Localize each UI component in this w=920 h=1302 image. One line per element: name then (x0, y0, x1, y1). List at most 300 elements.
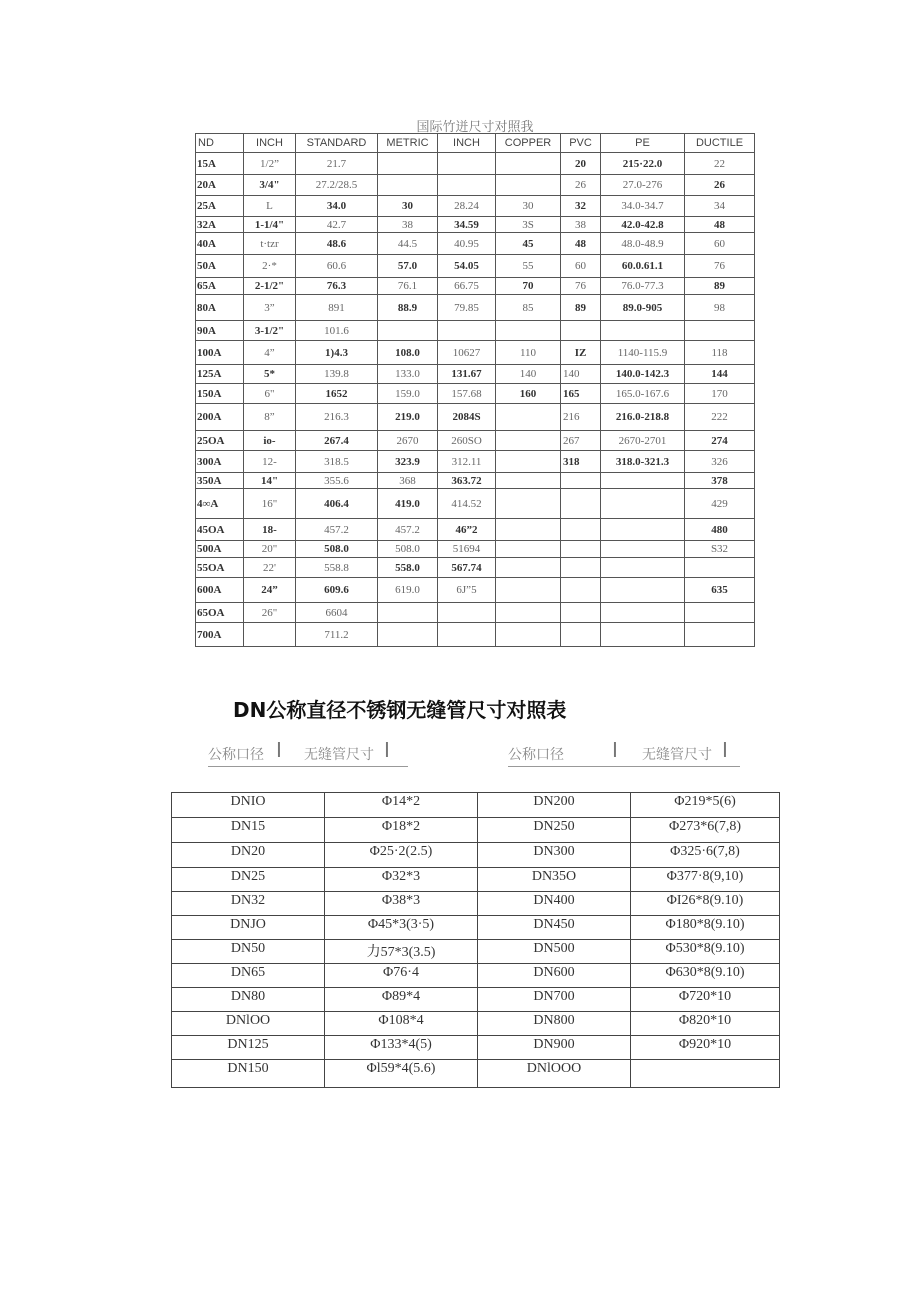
table1-cell: 26 (685, 175, 755, 196)
pipe-size-cell (631, 1060, 780, 1088)
table1-cell: 222 (685, 404, 755, 431)
table1-cell: 200A (196, 404, 244, 431)
pipe-size-cell: Φ25·2(2.5) (325, 843, 478, 868)
table1-header-cell: INCH (244, 134, 296, 153)
subheader-size-label: 无缝管尺寸 (642, 747, 712, 763)
table1-row (196, 196, 755, 217)
table1-cell: 34.0 (296, 196, 378, 217)
table1-cell: 140 (561, 365, 601, 384)
table1-cell (561, 321, 601, 341)
table1-cell (496, 578, 561, 603)
table1-cell: 567.74 (438, 558, 496, 578)
table1-cell (601, 603, 685, 623)
pipe-size-cell: ΦI26*8(9.10) (631, 892, 780, 916)
pipe-size-cell: Φl59*4(5.6) (325, 1060, 478, 1088)
table1-cell: 3-1/2" (244, 321, 296, 341)
table1-cell (496, 558, 561, 578)
table1-cell (496, 473, 561, 489)
nominal-diameter-cell: DN50 (172, 940, 325, 964)
table1-row (196, 558, 755, 578)
pipe-size-cell: Φ720*10 (631, 988, 780, 1012)
table1-cell: 85 (496, 295, 561, 321)
table1-cell: 48 (685, 217, 755, 233)
table1-row (196, 578, 755, 603)
nominal-diameter-cell: DN125 (172, 1036, 325, 1060)
table1-cell: 609.6 (296, 578, 378, 603)
table1-cell: 18- (244, 519, 296, 541)
table1-cell (601, 321, 685, 341)
table1-cell: 25OA (196, 431, 244, 451)
table1-cell: 3S (496, 217, 561, 233)
table1-cell: 30 (378, 196, 438, 217)
table1-cell: 40.95 (438, 233, 496, 255)
table1-cell: 14" (244, 473, 296, 489)
nominal-diameter-cell: DN300 (478, 843, 631, 868)
table1-cell: 24” (244, 578, 296, 603)
table1-header-row (196, 134, 755, 153)
table1-cell: 1/2” (244, 153, 296, 175)
table1-cell: 89 (685, 278, 755, 295)
table1-cell (496, 603, 561, 623)
table1-cell: 100A (196, 341, 244, 365)
table1-row (196, 404, 755, 431)
table1-cell: 25A (196, 196, 244, 217)
subheader-separator: I (612, 738, 618, 762)
table1-cell (496, 623, 561, 647)
table1-cell: 55OA (196, 558, 244, 578)
table1-cell: 508.0 (378, 541, 438, 558)
table1-cell: 267 (561, 431, 601, 451)
table1-row (196, 217, 755, 233)
stainless-pipe-table (171, 792, 780, 1088)
nominal-diameter-cell: DN250 (478, 818, 631, 843)
table1-cell: 2670-2701 (601, 431, 685, 451)
table1-cell: io- (244, 431, 296, 451)
pipe-size-cell: Φ18*2 (325, 818, 478, 843)
table1-cell (496, 519, 561, 541)
table1-cell (378, 153, 438, 175)
table1-cell: 500A (196, 541, 244, 558)
table1-cell: 150A (196, 384, 244, 404)
table1-cell: 108.0 (378, 341, 438, 365)
pipe-size-cell: Φ76·4 (325, 964, 478, 988)
table1-cell (438, 603, 496, 623)
table1-cell: 10627 (438, 341, 496, 365)
table1-cell: 159.0 (378, 384, 438, 404)
table1-cell: 457.2 (378, 519, 438, 541)
table1-row (196, 603, 755, 623)
table1-cell: 48.6 (296, 233, 378, 255)
table1-cell: 50A (196, 255, 244, 278)
table1-cell (496, 153, 561, 175)
table1-cell: 140.0-142.3 (601, 365, 685, 384)
nominal-diameter-cell: DN200 (478, 793, 631, 818)
table1-cell (438, 175, 496, 196)
table1-cell: 76.1 (378, 278, 438, 295)
table1-row (196, 365, 755, 384)
table1-cell: 48 (561, 233, 601, 255)
table1-cell: 42.0-42.8 (601, 217, 685, 233)
table1-cell: 26" (244, 603, 296, 623)
table1-cell (496, 321, 561, 341)
table1-cell: 40A (196, 233, 244, 255)
table1-cell: 89.0-905 (601, 295, 685, 321)
table1-cell: 32 (561, 196, 601, 217)
pipe-size-cell: Φ325·6(7,8) (631, 843, 780, 868)
nominal-diameter-cell: DN450 (478, 916, 631, 940)
table1-cell: 457.2 (296, 519, 378, 541)
table2-row (172, 793, 780, 818)
table1-cell: 429 (685, 489, 755, 519)
table1-cell (561, 473, 601, 489)
table1-cell: 508.0 (296, 541, 378, 558)
table1-cell: 4∞A (196, 489, 244, 519)
table1-cell: 8” (244, 404, 296, 431)
table1-cell: 160 (496, 384, 561, 404)
table2-row (172, 843, 780, 868)
table1-header-cell: PE (601, 134, 685, 153)
table1-cell: t·tzr (244, 233, 296, 255)
table1-cell: 312.11 (438, 451, 496, 473)
table1-cell: 76.0-77.3 (601, 278, 685, 295)
table1-cell: 216.0-218.8 (601, 404, 685, 431)
table1-cell: 22 (685, 153, 755, 175)
table1-cell (561, 558, 601, 578)
table1-cell (601, 489, 685, 519)
subheader-nominal-label: 公称口径 (508, 747, 564, 763)
table1-cell: 2·* (244, 255, 296, 278)
table1-cell (378, 603, 438, 623)
table1-row (196, 255, 755, 278)
table1-cell: 318 (561, 451, 601, 473)
table1-cell: 38 (378, 217, 438, 233)
nominal-diameter-cell: DNJO (172, 916, 325, 940)
table1-cell: 711.2 (296, 623, 378, 647)
table1-cell: 26 (561, 175, 601, 196)
table1-cell: 635 (685, 578, 755, 603)
table1-cell: 98 (685, 295, 755, 321)
table1-cell: 60.6 (296, 255, 378, 278)
table1-cell (378, 321, 438, 341)
table1-cell: 2084S (438, 404, 496, 431)
pipe-size-cell: Φ108*4 (325, 1012, 478, 1036)
table1-cell: 363.72 (438, 473, 496, 489)
nominal-diameter-cell: DN20 (172, 843, 325, 868)
table1-cell: 12- (244, 451, 296, 473)
table1-cell: IZ (561, 341, 601, 365)
pipe-size-table (195, 133, 755, 647)
table1-cell (378, 623, 438, 647)
table1-cell: 326 (685, 451, 755, 473)
table1-cell: 20A (196, 175, 244, 196)
table1-cell: 1652 (296, 384, 378, 404)
table1-cell: 274 (685, 431, 755, 451)
table1-header-cell: METRIC (378, 134, 438, 153)
nominal-diameter-cell: DN65 (172, 964, 325, 988)
table2-row (172, 1060, 780, 1088)
pipe-size-cell: Φ180*8(9.10) (631, 916, 780, 940)
table1-cell: 65A (196, 278, 244, 295)
table1-cell: 76 (685, 255, 755, 278)
nominal-diameter-cell: DN15 (172, 818, 325, 843)
table1-cell: 2-1/2" (244, 278, 296, 295)
table1-cell: 60.0.61.1 (601, 255, 685, 278)
table1-cell: 6" (244, 384, 296, 404)
table1-cell: 5* (244, 365, 296, 384)
table1-row (196, 175, 755, 196)
table2-row (172, 1012, 780, 1036)
table1-cell: 34.0-34.7 (601, 196, 685, 217)
table1-cell: 600A (196, 578, 244, 603)
table1-cell: 28.24 (438, 196, 496, 217)
table1-cell: 419.0 (378, 489, 438, 519)
pipe-size-cell: Φ920*10 (631, 1036, 780, 1060)
nominal-diameter-cell: DN700 (478, 988, 631, 1012)
table1-cell: 260SO (438, 431, 496, 451)
table2-row (172, 916, 780, 940)
pipe-size-cell: Φ530*8(9.10) (631, 940, 780, 964)
table1-cell: 700A (196, 623, 244, 647)
table1-cell: 80A (196, 295, 244, 321)
pipe-size-cell: Φ219*5(6) (631, 793, 780, 818)
table1-cell (561, 578, 601, 603)
nominal-diameter-cell: DN900 (478, 1036, 631, 1060)
table1-cell: 55 (496, 255, 561, 278)
table1-cell: 267.4 (296, 431, 378, 451)
subheader-left-group (208, 740, 408, 767)
nominal-diameter-cell: DN800 (478, 1012, 631, 1036)
nominal-diameter-cell: DNlOO (172, 1012, 325, 1036)
table1-cell: 38 (561, 217, 601, 233)
table1-cell: 48.0-48.9 (601, 233, 685, 255)
nominal-diameter-cell: DN150 (172, 1060, 325, 1088)
table1-cell: 558.0 (378, 558, 438, 578)
table1-cell (685, 623, 755, 647)
table1-cell (685, 603, 755, 623)
table1-cell (561, 623, 601, 647)
table1-cell (601, 558, 685, 578)
table2-row (172, 818, 780, 843)
pipe-size-cell: Φ133*4(5) (325, 1036, 478, 1060)
table1-cell: 3/4" (244, 175, 296, 196)
table1-cell: 20 (561, 153, 601, 175)
table1-cell: 2670 (378, 431, 438, 451)
table1-cell: 27.0-276 (601, 175, 685, 196)
table1-cell: 90A (196, 321, 244, 341)
table1-cell: 51694 (438, 541, 496, 558)
table1-cell: 216.3 (296, 404, 378, 431)
table1-cell: 216 (561, 404, 601, 431)
subheader-nominal-label: 公称口径 (208, 747, 264, 763)
table1-cell (601, 623, 685, 647)
table1-cell (601, 473, 685, 489)
pipe-size-cell: Φ89*4 (325, 988, 478, 1012)
table1-cell: 76 (561, 278, 601, 295)
table1-cell: 323.9 (378, 451, 438, 473)
table1-cell: 46”2 (438, 519, 496, 541)
table1-cell: 378 (685, 473, 755, 489)
nominal-diameter-cell: DN35O (478, 868, 631, 892)
table1-cell: 22' (244, 558, 296, 578)
table1-cell (438, 153, 496, 175)
table1-row (196, 321, 755, 341)
table1-cell: 133.0 (378, 365, 438, 384)
table1-cell: 165.0-167.6 (601, 384, 685, 404)
table1-row (196, 541, 755, 558)
table1-cell: 215·22.0 (601, 153, 685, 175)
table1-cell: 318.5 (296, 451, 378, 473)
table1-row (196, 431, 755, 451)
table1-cell (601, 519, 685, 541)
table1-cell: 480 (685, 519, 755, 541)
table1-cell: 45OA (196, 519, 244, 541)
table1-row (196, 519, 755, 541)
table1-cell: L (244, 196, 296, 217)
table1-cell (601, 541, 685, 558)
table1-cell (561, 541, 601, 558)
table1-cell (496, 541, 561, 558)
table1-cell: 350A (196, 473, 244, 489)
table1-cell (378, 175, 438, 196)
table1-cell: 6604 (296, 603, 378, 623)
table1-cell: 139.8 (296, 365, 378, 384)
table1-cell: 165 (561, 384, 601, 404)
table1-cell: 125A (196, 365, 244, 384)
subheader-separator: I (722, 738, 728, 762)
table1-cell: 70 (496, 278, 561, 295)
table1-cell: 1-1/4" (244, 217, 296, 233)
table1-cell: 76.3 (296, 278, 378, 295)
table1-cell: 57.0 (378, 255, 438, 278)
table2-row (172, 1036, 780, 1060)
table1-cell: 300A (196, 451, 244, 473)
table1-header-cell: ND (196, 134, 244, 153)
table1-cell: 44.5 (378, 233, 438, 255)
table1-row (196, 451, 755, 473)
table1-cell: 60 (685, 233, 755, 255)
table1-cell: 42.7 (296, 217, 378, 233)
table1-row (196, 295, 755, 321)
table1-cell: 30 (496, 196, 561, 217)
table1-cell (685, 558, 755, 578)
table1-cell: 32A (196, 217, 244, 233)
table1-row (196, 341, 755, 365)
table1-cell: 318.0-321.3 (601, 451, 685, 473)
table1-header-cell: COPPER (496, 134, 561, 153)
pipe-size-cell: Φ38*3 (325, 892, 478, 916)
table1-cell: 144 (685, 365, 755, 384)
table2-row (172, 868, 780, 892)
table1-cell: 60 (561, 255, 601, 278)
table2-row (172, 892, 780, 916)
table1-cell (685, 321, 755, 341)
table1-cell: 140 (496, 365, 561, 384)
table1-row (196, 278, 755, 295)
subheader-separator: I (384, 738, 390, 762)
table1-cell: 88.9 (378, 295, 438, 321)
table1-cell (496, 175, 561, 196)
table1-cell (601, 578, 685, 603)
pipe-size-cell: Φ377·8(9,10) (631, 868, 780, 892)
table1-cell: 79.85 (438, 295, 496, 321)
table1-cell: 619.0 (378, 578, 438, 603)
subheader-right-group (508, 740, 740, 767)
pipe-size-cell: Φ820*10 (631, 1012, 780, 1036)
table1-cell (496, 431, 561, 451)
nominal-diameter-cell: DN25 (172, 868, 325, 892)
table1-cell: 21.7 (296, 153, 378, 175)
table1-cell: 20" (244, 541, 296, 558)
table1-cell (561, 489, 601, 519)
table1-cell: 45 (496, 233, 561, 255)
table1-row (196, 489, 755, 519)
pipe-size-cell: Φ630*8(9.10) (631, 964, 780, 988)
table1-cell: 131.67 (438, 365, 496, 384)
pipe-size-cell: Φ32*3 (325, 868, 478, 892)
table1-cell (561, 603, 601, 623)
table1-cell: 118 (685, 341, 755, 365)
table1-cell: 66.75 (438, 278, 496, 295)
table1-cell: 15A (196, 153, 244, 175)
table1-cell: 355.6 (296, 473, 378, 489)
table1-cell (244, 623, 296, 647)
table1-row (196, 384, 755, 404)
table1-cell (438, 321, 496, 341)
table1-cell: 110 (496, 341, 561, 365)
pipe-size-cell: Φ45*3(3·5) (325, 916, 478, 940)
table1-cell: 1)4.3 (296, 341, 378, 365)
table1-title: 国际竹迸尺寸对照我 (416, 120, 534, 135)
nominal-diameter-cell: DN400 (478, 892, 631, 916)
subheader-separator: I (276, 738, 282, 762)
table1-header-cell: PVC (561, 134, 601, 153)
pipe-size-cell: Φ273*6(7,8) (631, 818, 780, 843)
nominal-diameter-cell: DN600 (478, 964, 631, 988)
pipe-size-cell: 力57*3(3.5) (325, 940, 478, 964)
nominal-diameter-cell: DNIO (172, 793, 325, 818)
table1-cell: 1140-115.9 (601, 341, 685, 365)
table1-cell (496, 489, 561, 519)
table1-cell (496, 404, 561, 431)
table1-cell: 406.4 (296, 489, 378, 519)
table1-cell (561, 519, 601, 541)
pipe-size-cell: Φ14*2 (325, 793, 478, 818)
table1-cell (496, 451, 561, 473)
table1-row (196, 473, 755, 489)
table1-cell: 27.2/28.5 (296, 175, 378, 196)
table1-row (196, 233, 755, 255)
table1-cell: 101.6 (296, 321, 378, 341)
table2-row (172, 940, 780, 964)
table1-cell: S32 (685, 541, 755, 558)
table2-title: DN公称直径不锈钢无缝管尺寸对照表 (233, 698, 567, 722)
table1-header-cell: INCH (438, 134, 496, 153)
table1-cell: 3” (244, 295, 296, 321)
table1-cell: 4” (244, 341, 296, 365)
table1-cell: 6J”5 (438, 578, 496, 603)
nominal-diameter-cell: DN500 (478, 940, 631, 964)
table1-cell: 368 (378, 473, 438, 489)
table1-cell: 170 (685, 384, 755, 404)
table1-row (196, 153, 755, 175)
table1-header-cell: DUCTILE (685, 134, 755, 153)
table1-cell: 891 (296, 295, 378, 321)
subheader-size-label: 无缝管尺寸 (304, 747, 374, 763)
table1-cell: 34.59 (438, 217, 496, 233)
table1-cell: 558.8 (296, 558, 378, 578)
table1-cell: 54.05 (438, 255, 496, 278)
table1-header-cell: STANDARD (296, 134, 378, 153)
